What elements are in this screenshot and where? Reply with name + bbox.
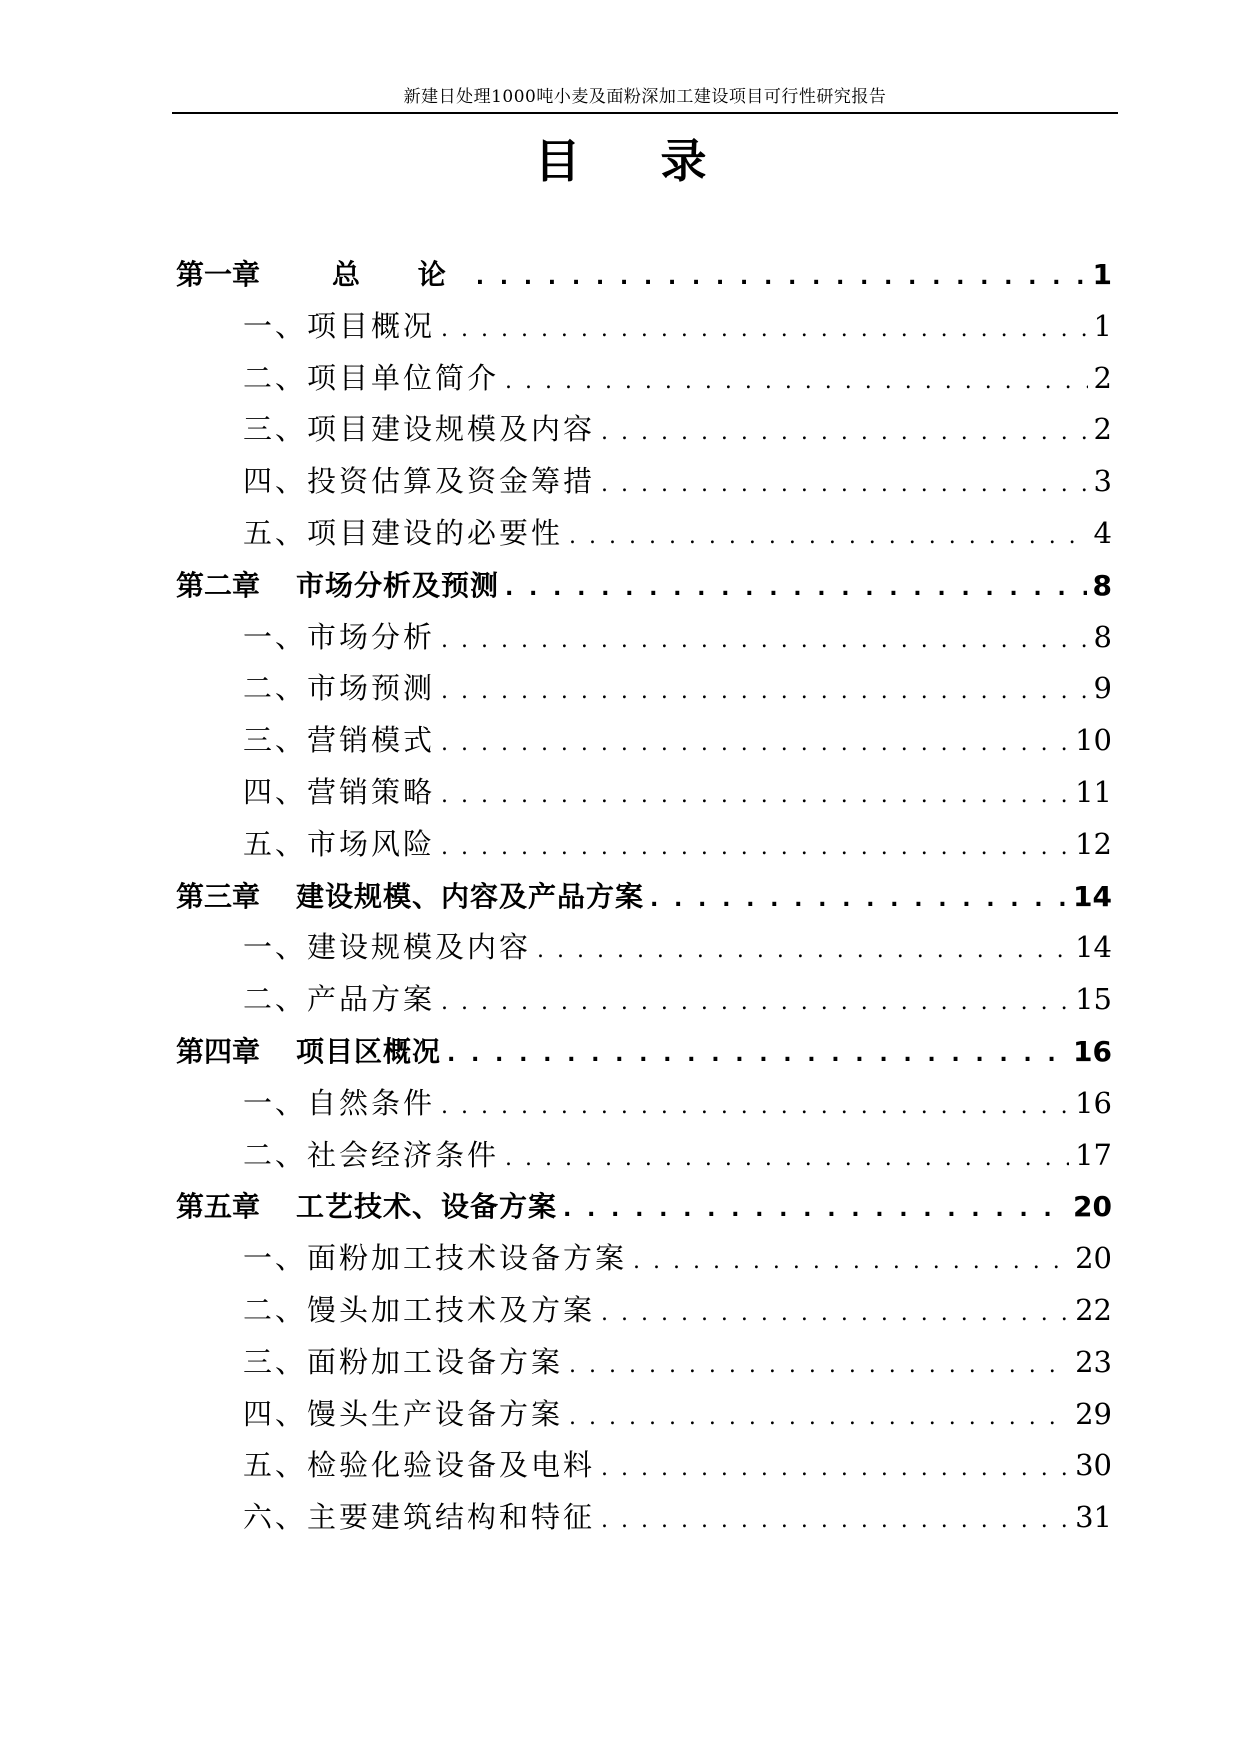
toc-section[interactable] <box>176 1440 1112 1492</box>
toc-section-title: 一、面粉加工技术设备方案 <box>243 1241 628 1276</box>
toc-leader <box>447 1029 1067 1081</box>
toc-leader <box>441 304 1088 356</box>
toc-leader <box>569 511 1088 563</box>
toc-section-title: 四、营销策略 <box>243 774 436 809</box>
toc-page-number: 16 <box>1073 1034 1112 1068</box>
toc-section-title: 二、市场预测 <box>243 671 436 706</box>
toc-section[interactable] <box>176 1130 1112 1182</box>
toc-section[interactable] <box>176 456 1112 508</box>
toc-section[interactable] <box>176 715 1112 767</box>
toc-section-title: 二、社会经济条件 <box>243 1137 500 1172</box>
toc-section[interactable] <box>176 1285 1112 1337</box>
toc-section[interactable] <box>176 767 1112 819</box>
toc-leader <box>601 1443 1069 1495</box>
toc-leader <box>633 1236 1069 1288</box>
toc-section-title: 三、项目建设规模及内容 <box>243 412 596 447</box>
toc-page-number: 10 <box>1075 723 1112 758</box>
toc-leader <box>601 459 1088 511</box>
toc-section-title: 三、面粉加工设备方案 <box>243 1344 564 1379</box>
toc-section-title: 二、产品方案 <box>243 982 436 1017</box>
toc-chapter-3[interactable] <box>176 871 1112 923</box>
toc-section[interactable] <box>176 819 1112 871</box>
toc-chapter-number: 第五章 <box>176 1190 261 1224</box>
toc-chapter-5[interactable] <box>176 1181 1112 1233</box>
running-header: 新建日处理1000吨小麦及面粉深加工建设项目可行性研究报告 <box>403 87 887 107</box>
toc-page-number: 1 <box>1092 258 1112 291</box>
toc-chapter-title: 工艺技术、设备方案 <box>296 1190 558 1224</box>
toc-section-title: 一、建设规模及内容 <box>243 930 532 965</box>
toc-leader <box>476 252 1087 304</box>
toc-section[interactable] <box>176 404 1112 456</box>
toc-page-number: 16 <box>1075 1085 1112 1120</box>
toc-chapter-number: 第三章 <box>176 879 261 913</box>
toc-section[interactable] <box>176 1389 1112 1441</box>
toc-leader <box>563 1184 1067 1236</box>
toc-page-number: 23 <box>1075 1344 1112 1379</box>
toc-section[interactable] <box>176 974 1112 1026</box>
toc-leader <box>441 770 1069 822</box>
toc-section-title: 五、检验化验设备及电料 <box>243 1448 596 1483</box>
toc-page-number: 11 <box>1075 774 1112 809</box>
toc-page-number: 1 <box>1093 308 1112 343</box>
toc-leader <box>505 356 1088 408</box>
toc-leader <box>601 1495 1069 1547</box>
toc-leader <box>441 718 1069 770</box>
toc-page-number: 9 <box>1093 671 1112 706</box>
page-title: 目录 <box>534 134 787 188</box>
toc-section-title: 五、市场风险 <box>243 826 436 861</box>
toc-section[interactable] <box>176 922 1112 974</box>
toc-leader <box>650 874 1067 926</box>
toc-leader <box>441 615 1088 667</box>
toc-page-number: 20 <box>1075 1241 1112 1276</box>
toc-leader <box>537 925 1069 977</box>
toc-leader <box>441 977 1069 1029</box>
toc-page-number: 14 <box>1075 930 1112 965</box>
toc-section-title: 三、营销模式 <box>243 723 436 758</box>
toc-leader <box>441 822 1069 874</box>
toc-page-number: 30 <box>1075 1448 1112 1483</box>
toc-section[interactable] <box>176 612 1112 664</box>
toc-section-title: 二、馒头加工技术及方案 <box>243 1292 596 1327</box>
toc-page-number: 12 <box>1075 826 1112 861</box>
toc-page-number: 8 <box>1092 568 1112 602</box>
toc-chapter-title: 市场分析及预测 <box>296 568 500 602</box>
toc-leader <box>569 1392 1069 1444</box>
toc-section[interactable] <box>176 1233 1112 1285</box>
toc-section[interactable] <box>176 1078 1112 1130</box>
toc-section[interactable] <box>176 663 1112 715</box>
toc-leader <box>505 1133 1069 1185</box>
toc-chapter-number: 第二章 <box>176 568 261 602</box>
toc-leader <box>505 563 1087 615</box>
toc-page-number: 22 <box>1075 1292 1112 1327</box>
toc-section-title: 一、市场分析 <box>243 619 436 654</box>
toc-section[interactable] <box>176 1337 1112 1389</box>
toc-leader <box>441 666 1088 718</box>
toc-page-number: 14 <box>1073 879 1112 913</box>
header-rule <box>172 112 1118 114</box>
toc-page-number: 15 <box>1075 982 1112 1017</box>
toc-chapter-title: 建设规模、内容及产品方案 <box>296 879 645 913</box>
toc-page-number: 17 <box>1075 1137 1112 1172</box>
toc-section-title: 一、自然条件 <box>243 1085 436 1120</box>
toc-leader <box>601 407 1088 459</box>
toc-page-number: 31 <box>1075 1500 1112 1535</box>
toc-section[interactable] <box>176 301 1112 353</box>
toc-chapter-4[interactable] <box>176 1026 1112 1078</box>
toc-section-title: 六、主要建筑结构和特征 <box>243 1500 596 1535</box>
toc-section[interactable] <box>176 1492 1112 1544</box>
toc-section-title: 四、馒头生产设备方案 <box>243 1396 564 1431</box>
toc-chapter-1[interactable] <box>176 249 1112 301</box>
toc-chapter-number: 第一章 <box>176 258 261 291</box>
toc-chapter-number: 第四章 <box>176 1034 261 1068</box>
toc-section-title: 五、项目建设的必要性 <box>243 515 564 550</box>
toc-chapter-2[interactable] <box>176 560 1112 612</box>
toc-leader <box>601 1288 1069 1340</box>
toc-leader <box>569 1340 1069 1392</box>
toc-page-number: 20 <box>1073 1190 1112 1224</box>
toc-page-number: 2 <box>1093 360 1112 395</box>
toc-leader <box>441 1081 1069 1133</box>
toc-section-title: 一、项目概况 <box>243 308 436 343</box>
toc-page-number: 29 <box>1075 1396 1112 1431</box>
toc-section[interactable] <box>176 508 1112 560</box>
table-of-contents <box>176 249 1112 1544</box>
toc-section-title: 四、投资估算及资金筹措 <box>243 464 596 499</box>
toc-page-number: 4 <box>1093 515 1112 550</box>
toc-page-number: 3 <box>1093 464 1112 499</box>
toc-chapter-title: 项目区概况 <box>296 1034 442 1068</box>
toc-page-number: 8 <box>1093 619 1112 654</box>
toc-section-title: 二、项目单位简介 <box>243 360 500 395</box>
toc-page-number: 2 <box>1093 412 1112 447</box>
toc-chapter-title: 总 论 <box>332 258 470 291</box>
toc-section[interactable] <box>176 353 1112 405</box>
